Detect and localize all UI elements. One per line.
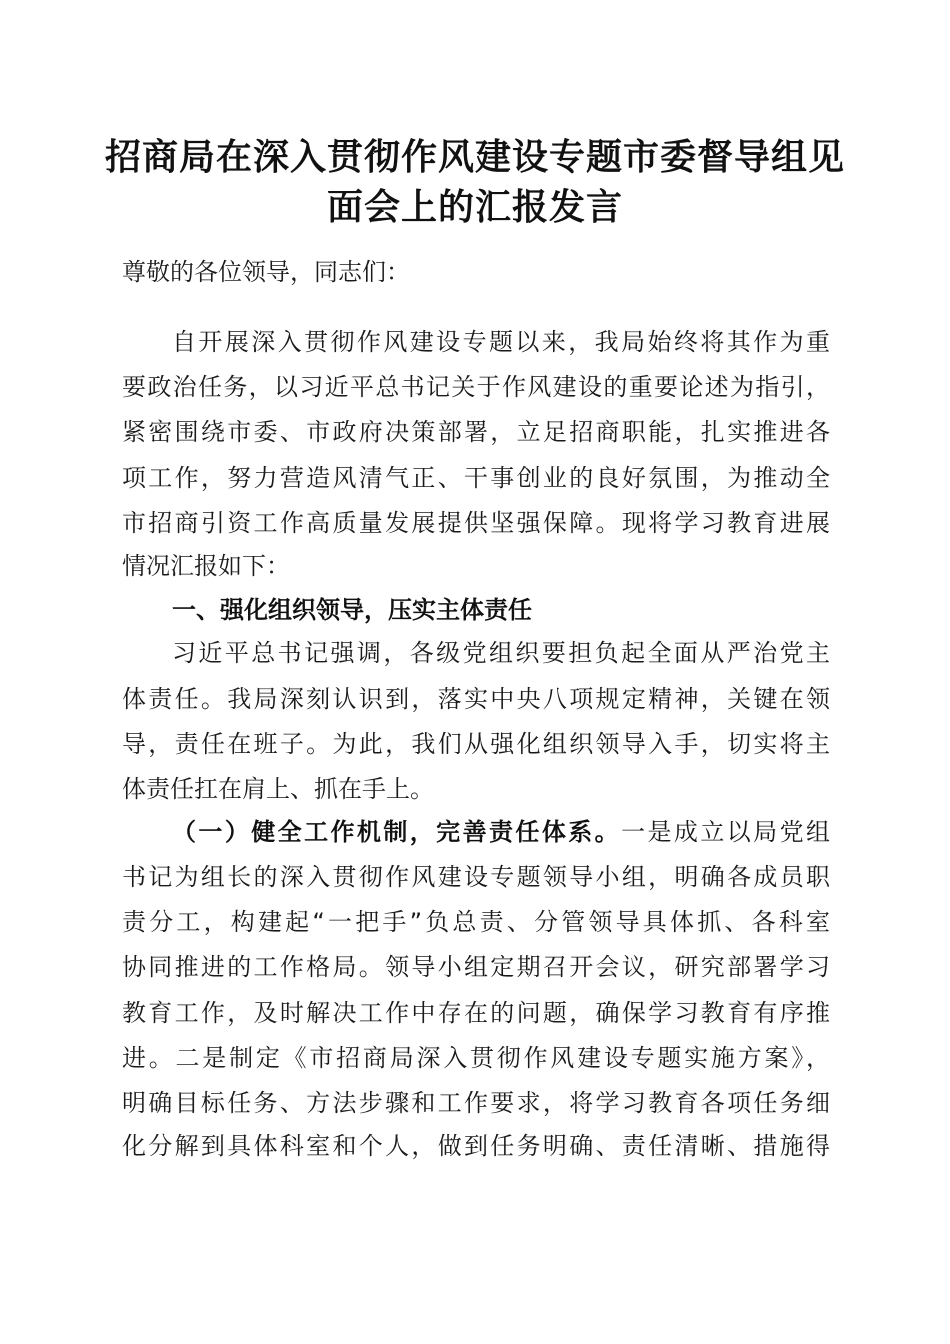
- subsection-1-line: 进。二是制定《市招商局深入贯彻作风建设专题实施方案》，: [122, 1044, 830, 1072]
- intro-line: 市招商引资工作高质量发展提供坚强保障。现将学习教育进展: [122, 509, 830, 537]
- section1-paragraph-line: 体责任。我局深刻认识到，落实中央八项规定精神，关键在领: [122, 685, 830, 713]
- intro-line: 要政治任务，以习近平总书记关于作风建设的重要论述为指引，: [122, 373, 830, 401]
- intro-line: 自开展深入贯彻作风建设专题以来，我局始终将其作为重: [172, 328, 830, 356]
- subsection-1-title: （一）健全工作机制，完善责任体系。: [172, 818, 622, 846]
- subsection-1-line: 协同推进的工作格局。领导小组定期召开会议，研究部署学习: [122, 953, 830, 981]
- section1-paragraph-line: 体责任扛在肩上、抓在手上。: [122, 775, 434, 803]
- document-title-line-1: 招商局在深入贯彻作风建设专题市委督导组见: [104, 136, 845, 178]
- subsection-1-line: 化分解到具体科室和个人，做到任务明确、责任清晰、措施得: [122, 1132, 830, 1160]
- document-title-line-2: 面会上的汇报发言: [326, 186, 623, 228]
- intro-line: 情况汇报如下：: [122, 552, 290, 580]
- subsection-1-line: 书记为组长的深入贯彻作风建设专题领导小组，明确各成员职: [122, 863, 830, 891]
- subsection-1-lead-text: 一是成立以局党组: [621, 818, 831, 846]
- section1-paragraph-line: 导，责任在班子。为此，我们从强化组织领导入手，切实将主: [122, 730, 830, 758]
- subsection-1-line: 明确目标任务、方法步骤和工作要求，将学习教育各项任务细: [122, 1089, 830, 1117]
- section-heading-1: 一、强化组织领导，压实主体责任: [172, 596, 532, 624]
- intro-line: 紧密围绕市委、市政府决策部署，立足招商职能，扎实推进各: [122, 418, 830, 446]
- intro-line: 项工作，努力营造风清气正、干事创业的良好氛围，为推动全: [122, 464, 830, 492]
- greeting: 尊敬的各位领导，同志们：: [122, 258, 410, 286]
- subsection-1-line: 责分工，构建起“一把手”负总责、分管领导具体抓、各科室: [122, 908, 830, 936]
- subsection-1-line: 教育工作，及时解决工作中存在的问题，确保学习教育有序推: [122, 999, 830, 1027]
- subsection-1-lead: [172, 816, 830, 848]
- section1-paragraph-line: 习近平总书记强调，各级党组织要担负起全面从严治党主: [172, 639, 830, 667]
